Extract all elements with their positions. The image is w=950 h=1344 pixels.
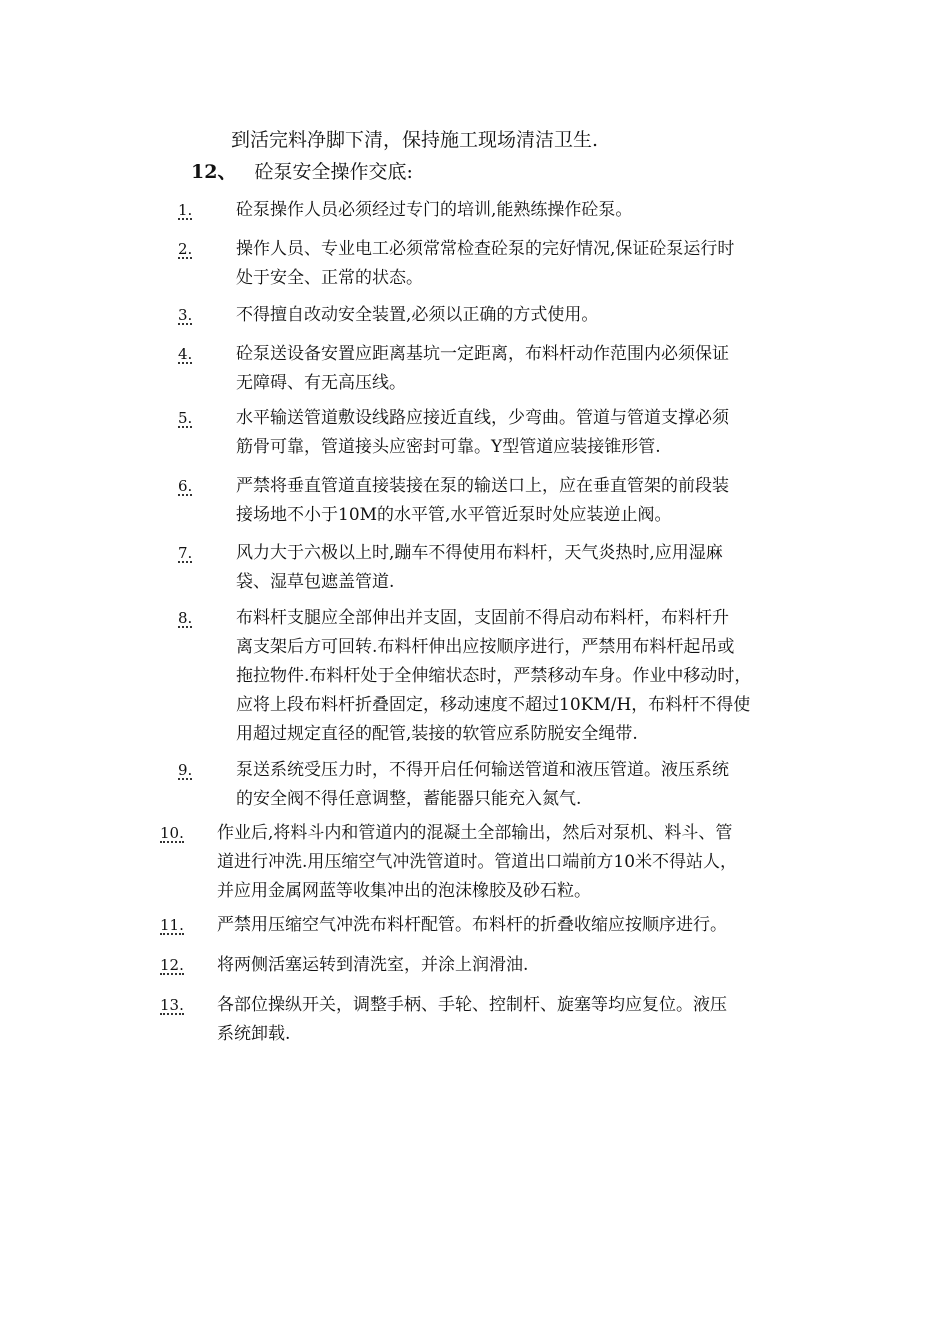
item-line: 接场地不小于10M的水平管,水平管近泵时处应装逆止阀。	[236, 505, 672, 525]
item-line: 拖拉物件.布料杆处于全伸缩状态时，严禁移动车身。作业中移动时，	[236, 666, 752, 686]
item-line: 筋骨可靠，管道接头应密封可靠。Y型管道应装接锥形管.	[236, 437, 661, 457]
item-line: 严禁用压缩空气冲洗布料杆配管。布料杆的折叠收缩应按顺序进行。	[217, 915, 727, 935]
item-text	[217, 819, 737, 906]
item-line: 各部位操纵开关，调整手柄、手轮、控制杆、旋塞等均应复位。液压	[217, 995, 727, 1015]
section-number: 12、	[191, 161, 237, 183]
item-marker: 1.	[178, 196, 192, 220]
item-text	[236, 539, 723, 597]
item-line: 作业后,将料斗内和管道内的混凝土全部输出，然后对泵机、料斗、管	[217, 823, 733, 843]
item-marker: 9.	[178, 756, 192, 780]
item-line: 砼泵操作人员必须经过专门的培训,能熟练操作砼泵。	[236, 200, 633, 220]
item-line: 布料杆支腿应全部伸出并支固，支固前不得启动布料杆，布料杆升	[236, 608, 729, 628]
item-text	[217, 951, 528, 980]
item-line: 应将上段布料杆折叠固定，移动速度不超过10KM/H，布料杆不得使	[236, 695, 751, 715]
item-marker: 10.	[160, 819, 184, 843]
item-marker: 2.	[178, 235, 192, 259]
item-line: 道进行冲洗.用压缩空气冲洗管道时。管道出口端前方10米不得站人，	[217, 852, 738, 872]
item-text	[236, 301, 598, 330]
item-line: 将两侧活塞运转到清洗室，并涂上润滑油.	[217, 955, 529, 975]
section-title: 砼泵安全操作交底:	[254, 161, 413, 183]
section-heading	[191, 158, 413, 186]
item-line: 用超过规定直径的配管,装接的软管应系防脱安全绳带.	[236, 724, 638, 744]
intro-line: 到活完料净脚下清，保持施工现场清洁卫生.	[231, 129, 599, 151]
item-line: 处于安全、正常的状态。	[236, 268, 423, 288]
item-line: 的安全阀不得任意调整，蓄能器只能充入氮气.	[236, 789, 582, 809]
item-line: 不得擅自改动安全装置,必须以正确的方式使用。	[236, 305, 599, 325]
item-text	[236, 472, 729, 530]
item-marker: 11.	[160, 911, 184, 935]
item-line: 袋、湿草包遮盖管道.	[236, 572, 395, 592]
item-text	[236, 604, 751, 749]
item-line: 并应用金属网蓝等收集冲出的泡沫橡胶及砂石粒。	[217, 881, 591, 901]
item-line: 泵送系统受压力时，不得开启任何输送管道和液压管道。液压系统	[236, 760, 729, 780]
item-marker: 3.	[178, 301, 192, 325]
item-text	[236, 196, 632, 225]
item-text	[236, 404, 729, 462]
item-line: 系统卸载.	[217, 1024, 291, 1044]
item-marker: 7.	[178, 539, 192, 563]
item-marker: 6.	[178, 472, 192, 496]
item-text	[236, 235, 734, 293]
item-marker: 12.	[160, 951, 184, 975]
item-marker: 13.	[160, 991, 184, 1015]
item-text	[236, 340, 729, 398]
item-text	[236, 756, 729, 814]
item-line: 严禁将垂直管道直接装接在泵的输送口上，应在垂直管架的前段装	[236, 476, 729, 496]
item-marker: 5.	[178, 404, 192, 428]
item-text	[217, 991, 727, 1049]
item-line: 砼泵送设备安置应距离基坑一定距离，布料杆动作范围内必须保证	[236, 344, 729, 364]
item-line: 离支架后方可回转.布料杆伸出应按顺序进行，严禁用布料杆起吊或	[236, 637, 735, 657]
item-line: 水平输送管道敷设线路应接近直线，少弯曲。管道与管道支撑必须	[236, 408, 729, 428]
item-line: 风力大于六极以上时,蹦车不得使用布料杆，天气炎热时,应用湿麻	[236, 543, 723, 563]
item-marker: 4.	[178, 340, 192, 364]
item-marker: 8.	[178, 604, 192, 628]
item-line: 无障碍、有无高压线。	[236, 373, 406, 393]
item-line: 操作人员、专业电工必须常常检查砼泵的完好情况,保证砼泵运行时	[236, 239, 735, 259]
item-text	[217, 911, 727, 940]
